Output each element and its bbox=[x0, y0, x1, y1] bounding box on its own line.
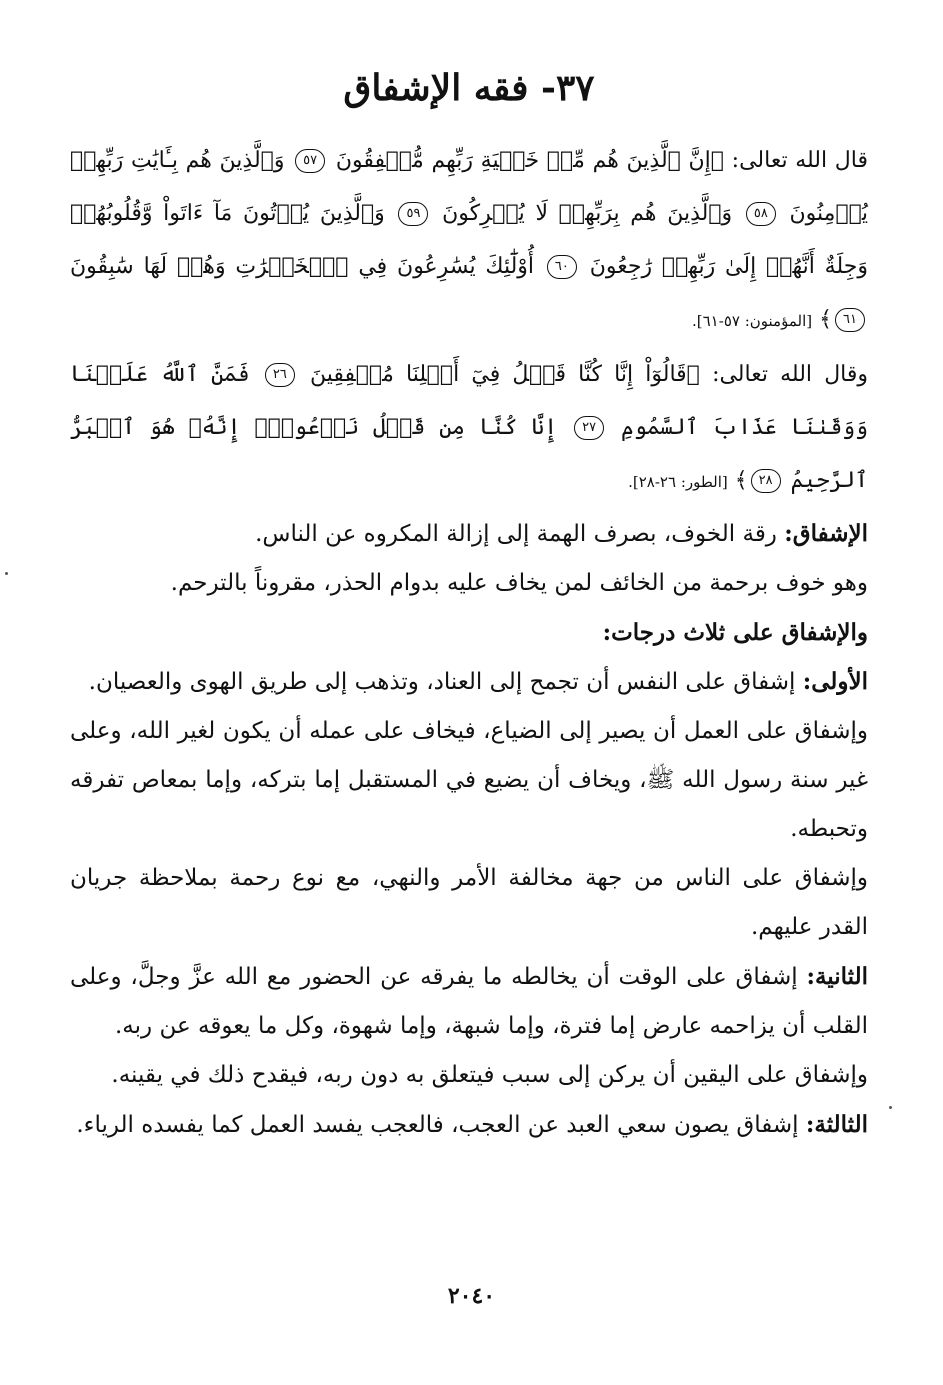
ayah-text: وَٱلَّذِينَ هُم بِرَبِّهِمۡ لَا يُشۡرِكُونَ bbox=[442, 201, 733, 226]
scan-speck bbox=[889, 1106, 892, 1109]
ayah-number-marker: ٢٨ bbox=[751, 469, 781, 493]
ayah-number-marker: ٢٦ bbox=[265, 363, 295, 387]
ayah-text: وَٱلَّذِينَ يُؤۡتُونَ مَآ ءَاتَواْ وَّقُلُوبُهُمۡ وَجِلَةٌ أَنَّهُمۡ إِلَىٰ رَبِّهِمۡ رَٰجِعُونَ bbox=[70, 201, 868, 279]
quote-open-brace: ﴿ bbox=[686, 362, 700, 387]
ayah-text: إِنَّا كُنَّا مِن قَبۡلُ نَدۡعُوهُۖ إِنَّهُۥ هُوَ ٱلۡبَرُّ ٱلرَّحِيمُ bbox=[70, 415, 868, 493]
ayah-text: وَٱلَّذِينَ هُم بِـَٔايَٰتِ رَبِّهِمۡ يُؤۡمِنُونَ bbox=[70, 148, 868, 226]
second-degree-certainty-paragraph: وإشفاق على اليقين أن يركن إلى سبب فيتعلق به دون ربه، فيقدح ذلك في يقينه. bbox=[111, 1062, 868, 1088]
second-degree-text: إشفاق على الوقت أن يخالطه ما يفرقه عن الحضور مع الله عزَّ وجلَّ، وعلى القلب أن يزاحمه عارض إما فترة، وإما شبهة، وإما شهوة، وكل ما يعوقه عن ربه. bbox=[70, 964, 868, 1039]
quote-open-brace: ﴿ bbox=[710, 148, 724, 173]
scan-speck bbox=[5, 572, 8, 575]
third-degree-term: الثالثة: bbox=[805, 1111, 868, 1138]
first-degree-people-paragraph: وإشفاق على الناس من جهة مخالفة الأمر والنهي، مع نوع رحمة بملاحظة جريان القدر عليهم. bbox=[70, 865, 868, 940]
surah-reference: [الطور: ٢٦-٢٨]. bbox=[628, 473, 728, 491]
first-degree-text: إشفاق على النفس أن تجمح إلى العناد، وتذهب إلى طريق الهوى والعصيان. bbox=[88, 669, 803, 695]
definition-paragraph bbox=[70, 509, 868, 559]
chapter-title: ٣٧- فقه الإشفاق bbox=[343, 67, 595, 109]
ayah-number-marker: ٥٧ bbox=[295, 149, 325, 173]
second-degree-paragraph bbox=[70, 952, 868, 1051]
quote-close-brace: ﴾ bbox=[734, 468, 748, 493]
ayah-number-marker: ٦١ bbox=[835, 308, 865, 332]
third-degree-text: إشفاق يصون سعي العبد عن العجب، فالعجب يفسد العمل كما يفسده الرياء. bbox=[76, 1112, 806, 1138]
quote-intro: وقال الله تعالى: bbox=[712, 362, 869, 387]
third-degree-paragraph bbox=[70, 1100, 868, 1150]
ayah-text: أُوْلَٰٓئِكَ يُسَٰرِعُونَ فِي ٱلۡخَيۡرَٰتِ وَهُمۡ لَهَا سَٰبِقُونَ bbox=[70, 254, 535, 279]
ayah-text: قَالُوٓاْ إِنَّا كُنَّا قَبۡلُ فِيٓ أَهۡلِنَا مُشۡفِقِينَ bbox=[310, 362, 687, 387]
quran-quote-tur bbox=[70, 348, 868, 509]
page-number: ٢٠٤٠ bbox=[447, 1283, 496, 1309]
ayah-number-marker: ٢٧ bbox=[574, 416, 604, 440]
ayah-number-marker: ٥٨ bbox=[746, 202, 776, 226]
first-degree-term: الأولى: bbox=[802, 668, 868, 695]
quote-intro: قال الله تعالى: bbox=[731, 148, 868, 173]
second-degree-term: الثانية: bbox=[806, 963, 868, 990]
definition-term: الإشفاق: bbox=[784, 520, 868, 547]
surah-reference: [المؤمنون: ٥٧-٦١]. bbox=[691, 312, 813, 330]
ayah-text: إِنَّ ٱلَّذِينَ هُم مِّنۡ خَشۡيَةِ رَبِّهِم مُّشۡفِقُونَ bbox=[335, 148, 711, 173]
ayah-number-marker: ٦٠ bbox=[547, 255, 577, 279]
ayah-number-marker: ٥٩ bbox=[398, 202, 428, 226]
degrees-heading: والإشفاق على ثلاث درجات: bbox=[602, 619, 868, 646]
first-degree-work-paragraph: وإشفاق على العمل أن يصير إلى الضياع، فيخاف على عمله أن يكون لغير الله، وعلى غير سنة رسول الله ﷺ، ويخاف أن يضيع في المستقبل إما بتركه، وإما بمعاص تفرقه وتحبطه. bbox=[70, 718, 869, 842]
description-paragraph: وهو خوف برحمة من الخائف لمن يخاف عليه بدوام الحذر، مقروناً بالترحم. bbox=[170, 570, 868, 596]
page-body bbox=[70, 60, 868, 1360]
ayah-text: فَمَنَّ ٱللَّهُ عَلَيۡنَا وَوَقَىٰنَا عَذَابَ ٱلسَّمُومِ bbox=[70, 362, 869, 440]
definition-text: رقة الخوف، بصرف الهمة إلى إزالة المكروه عن الناس. bbox=[255, 521, 785, 547]
quran-quote-muminun bbox=[70, 134, 868, 348]
first-degree-paragraph bbox=[70, 657, 868, 707]
quote-close-brace: ﴾ bbox=[819, 307, 832, 332]
